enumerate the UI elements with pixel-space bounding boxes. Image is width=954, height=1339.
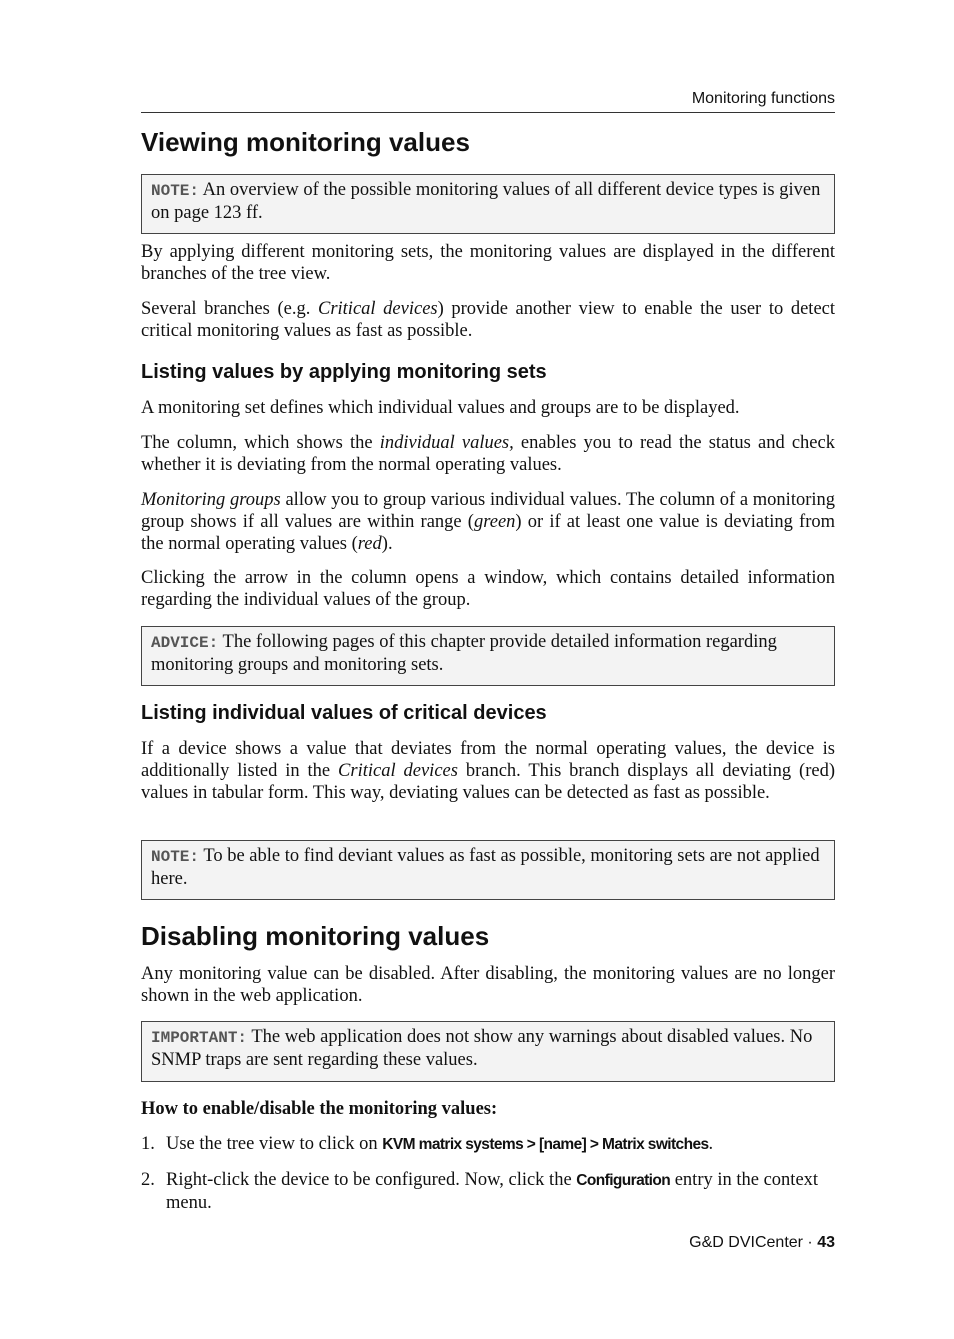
page-number: 43	[817, 1234, 835, 1251]
heading-viewing-monitoring-values: Viewing monitoring values	[141, 127, 470, 157]
paragraph-disable-monitoring-value: Any monitoring value can be disabled. After disabling, the monitoring values are no longer shown in the web application.	[141, 964, 835, 1006]
paragraph-critical-devices-branch: If a device shows a value that deviates from the normal operating values, the device is additionally listed in the Critical devices branch. This branch displays all deviating (red) values in tabular form. This way, deviating values can be detected as fast as possible.	[141, 739, 836, 803]
advice-box	[141, 626, 835, 686]
running-header: Monitoring functions	[141, 89, 835, 113]
advice-text: The following pages of this chapter provide detailed information regarding monitoring groups and monitoring sets.	[151, 632, 777, 675]
note-box-deviant-values	[141, 840, 835, 900]
heading-listing-critical-devices: Listing individual values of critical devices	[141, 702, 547, 724]
paragraph-monitoring-set-definition: A monitoring set defines which individual values and groups are to be displayed.	[141, 398, 740, 418]
note-label: NOTE:	[151, 182, 200, 200]
important-label: IMPORTANT:	[151, 1029, 248, 1047]
note-label: NOTE:	[151, 848, 200, 866]
page-footer	[141, 1233, 835, 1253]
footer-product: G&D DVICenter ·	[689, 1234, 818, 1251]
procedure-title: How to enable/disable the monitoring values:	[141, 1099, 498, 1119]
advice-label: ADVICE:	[151, 634, 219, 652]
heading-disabling-monitoring-values: Disabling monitoring values	[141, 921, 490, 951]
paragraph-monitoring-groups: Monitoring groups allow you to group various individual values. The column of a monitoring group shows if all values are within range (green) or if at least one value is deviating from the normal operating values (red).	[141, 490, 836, 554]
heading-listing-values-monitoring-sets: Listing values by applying monitoring sets	[141, 361, 547, 383]
note-text: An overview of the possible monitoring values of all different device types is given on page 123 ff.	[151, 180, 821, 223]
important-box	[141, 1021, 835, 1082]
note-text: To be able to find deviant values as fast as possible, monitoring sets are not applied here.	[151, 846, 820, 889]
paragraph-individual-values-column: The column, which shows the individual values, enables you to read the status and check whether it is deviating from the normal operating values.	[141, 433, 835, 475]
note-box-overview	[141, 174, 835, 234]
paragraph-critical-devices-view: Several branches (e.g. Critical devices) provide another view to enable the user to detect critical monitoring values as fast as possible.	[141, 299, 836, 341]
paragraph-monitoring-sets-branches: By applying different monitoring sets, the monitoring values are displayed in the different branches of the tree view.	[141, 242, 835, 284]
procedure-step: 2. Right-click the device to be configured. Now, click the Configuration entry in the context menu.	[141, 1170, 819, 1213]
paragraph-arrow-column-window: Clicking the arrow in the column opens a window, which contains detailed information regarding the individual values of the group.	[141, 568, 835, 610]
menu-entry: Configuration	[576, 1172, 671, 1189]
important-text: The web application does not show any warnings about disabled values. No SNMP traps are sent regarding these values.	[151, 1027, 813, 1070]
procedure-step: 1. Use the tree view to click on KVM matrix systems > [name] > Matrix switches.	[141, 1134, 714, 1154]
procedure-steps	[141, 1133, 835, 1214]
menu-path: KVM matrix systems > [name] > Matrix switches	[382, 1136, 709, 1153]
